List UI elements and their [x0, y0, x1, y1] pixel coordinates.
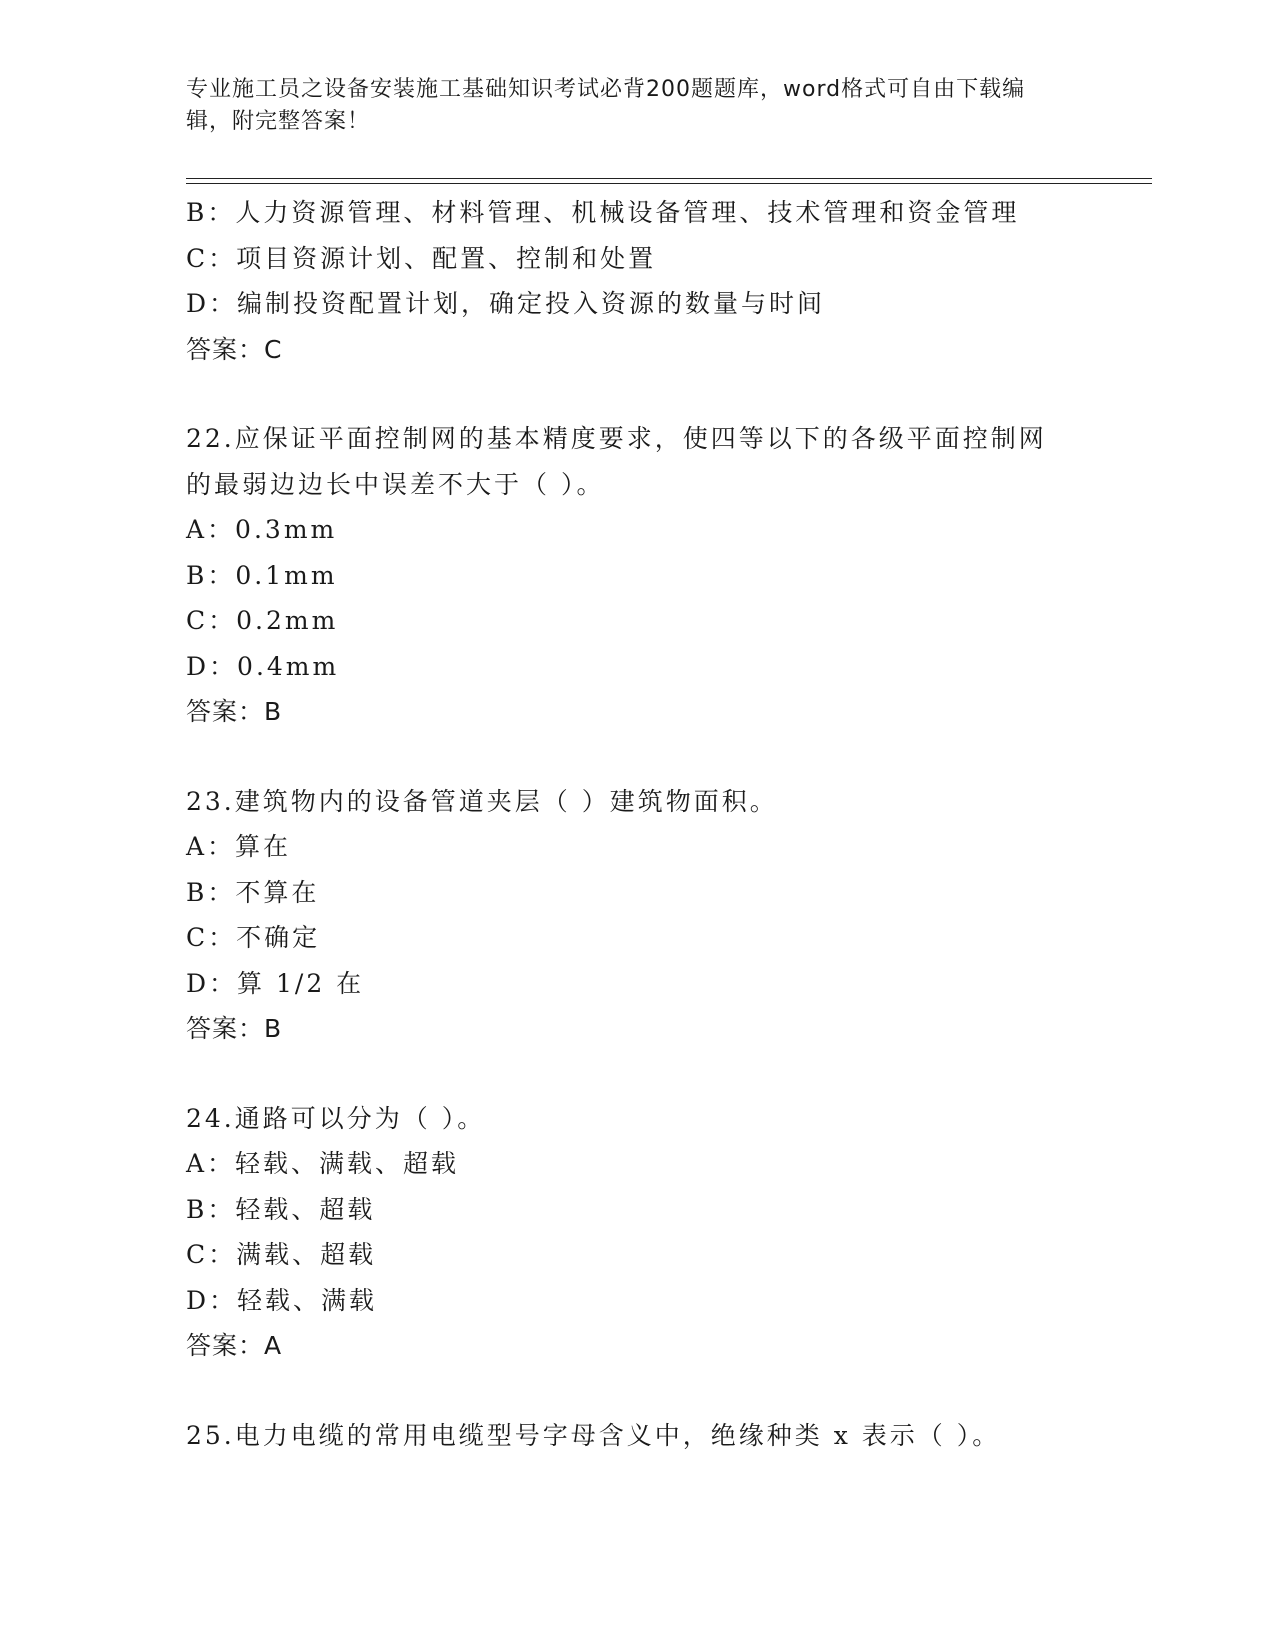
option-d: D：0.4mm [186, 651, 340, 681]
option-c: C：项目资源计划、配置、控制和处置 [186, 243, 657, 273]
option-a: A：轻载、满载、超载 [186, 1149, 460, 1178]
question-title: 22.应保证平面控制网的基本精度要求，使四等以下的各级平面控制网 [186, 424, 1047, 453]
answer-line: 答案：B [186, 1014, 283, 1043]
document-title: 专业施工员之设备安装施工基础知识考试必背200题题库，word格式可自由下载编辑，附完整答案！ [186, 77, 1026, 134]
option-a: A：算在 [186, 832, 292, 861]
question-title: 23.建筑物内的设备管道夹层（ ）建筑物面积。 [186, 786, 778, 816]
question-title: 24.通路可以分为（ ）。 [186, 1103, 486, 1133]
option-b: B：轻载、超载 [186, 1194, 376, 1224]
answer-line: 答案：B [186, 697, 283, 726]
answer-line: 答案：C [186, 334, 283, 364]
question-list [186, 190, 1126, 1458]
option-c: C：0.2mm [186, 606, 339, 635]
answer-line: 答案：A [186, 1331, 283, 1360]
option-c: C：满载、超载 [186, 1240, 377, 1269]
header-divider-bottom [186, 183, 1152, 184]
option-b: B：0.1mm [186, 560, 338, 590]
question-title-continued: 的最弱边边长中误差不大于（ ）。 [186, 469, 605, 499]
option-b: B：不算在 [186, 877, 320, 907]
option-d: D：算 1/2 在 [186, 968, 365, 998]
question-title: 25.电力电缆的常用电缆型号字母含义中，绝缘种类 x 表示（ ）。 [186, 1420, 1001, 1450]
option-c: C：不确定 [186, 923, 321, 952]
document-header [186, 74, 1066, 138]
header-divider-top [186, 178, 1152, 179]
option-b: B：人力资源管理、材料管理、机械设备管理、技术管理和资金管理 [186, 198, 1020, 227]
option-a: A：0.3mm [186, 515, 338, 544]
option-d: D：编制投资配置计划，确定投入资源的数量与时间 [186, 289, 826, 318]
option-d: D：轻载、满载 [186, 1285, 378, 1315]
